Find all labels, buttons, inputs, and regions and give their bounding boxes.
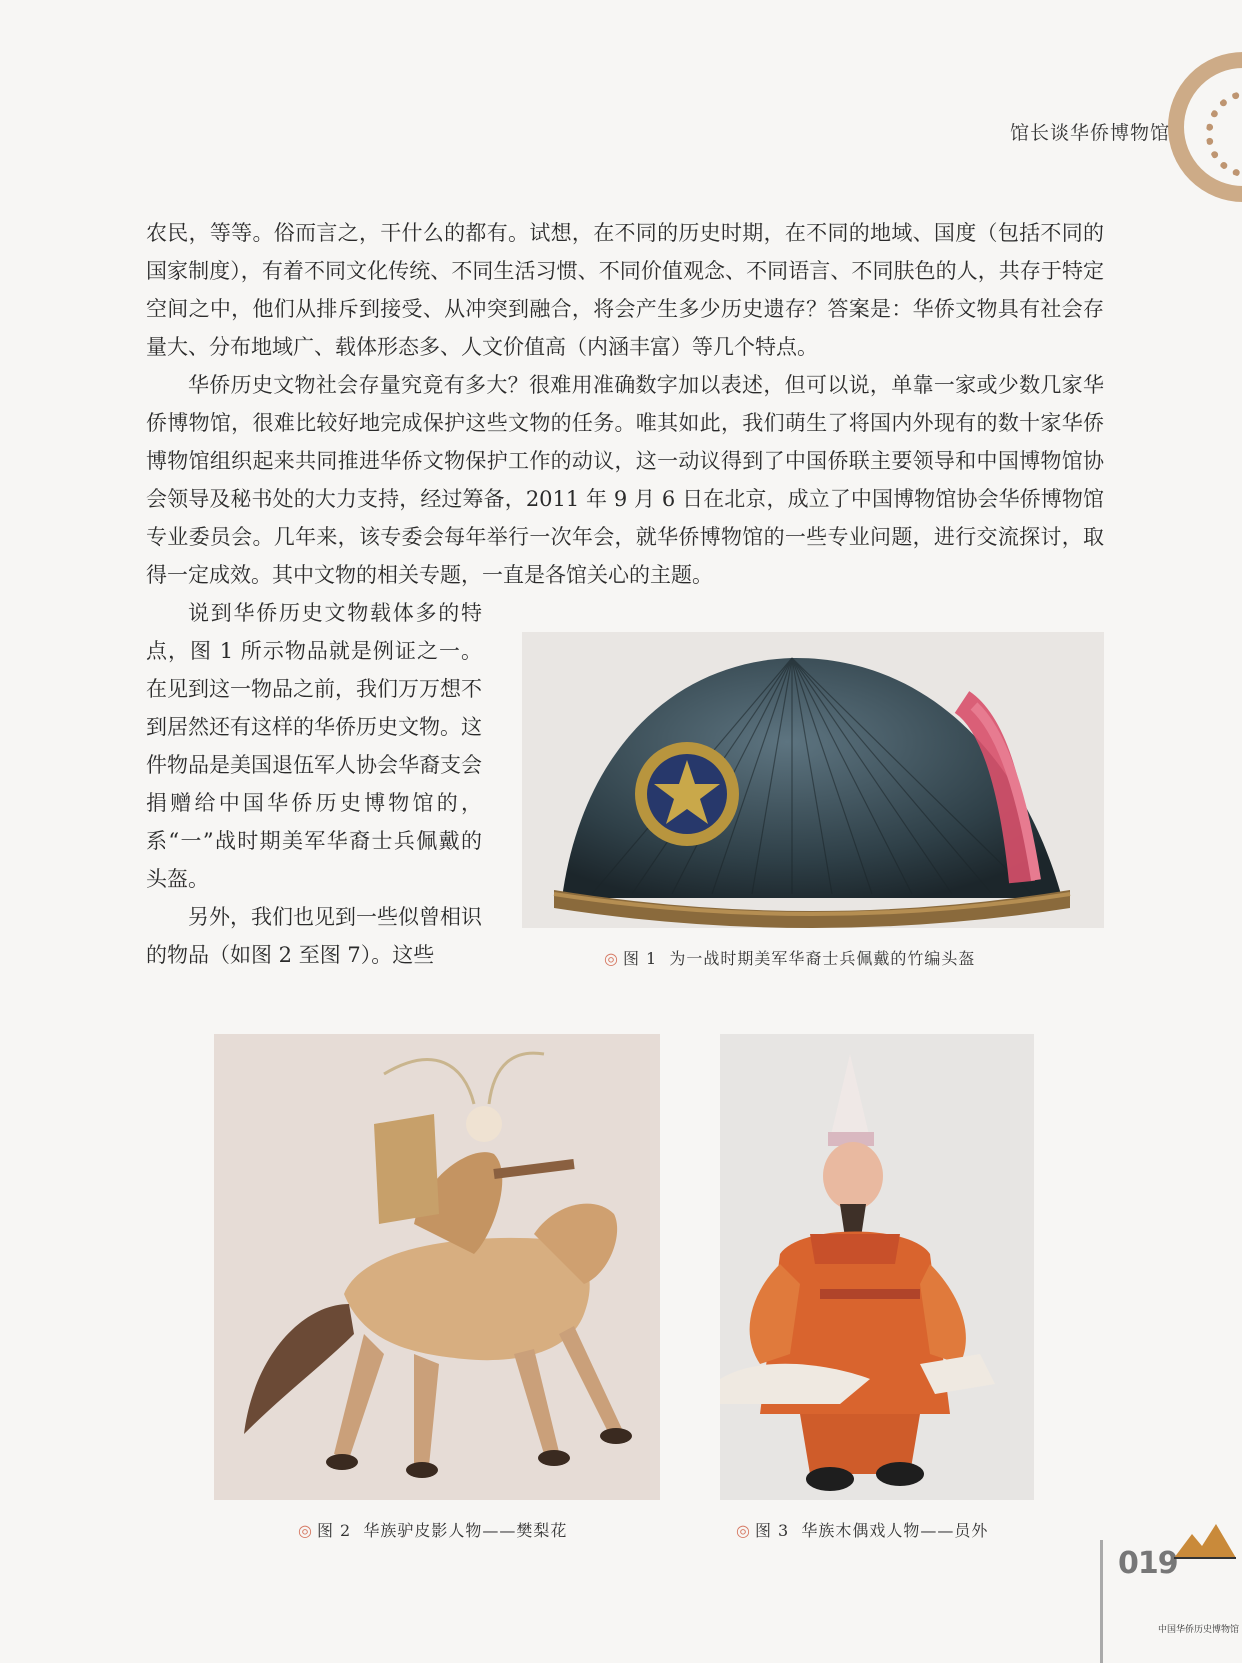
decorative-seal-icon bbox=[1168, 52, 1242, 202]
bamboo-helmet-image bbox=[522, 632, 1104, 928]
paragraph-2: 华侨历史文物社会存量究竟有多大？很难用准确数字加以表述，但可以说，单靠一家或少数几家华侨博物馆，很难比较好地完成保护这些文物的任务。唯其如此，我们萌生了将国内外现有的数十家华侨博物馆组织起来共同推进华侨文物保护工作的动议，这一动议得到了中国侨联主要领导和中国博物馆协会领导及秘书处的大力支持，经过筹备，2011 年 9 月 6 日在北京，成立了中国博物馆协会华侨博物馆专业委员会。几年来，该专委会每年举行一次年会，就华侨博物馆的一些专业问题，进行交流探讨，取得一定成效。其中文物的相关专题，一直是各馆关心的主题。 bbox=[146, 373, 1104, 587]
caption-mark-icon: ◎ bbox=[736, 1521, 751, 1540]
wooden-puppet-image bbox=[720, 1034, 1034, 1500]
figure-2-caption: ◎ 图 2 华族驴皮影人物——樊梨花 bbox=[298, 1521, 568, 1540]
figure-3-caption: ◎ 图 3 华族木偶戏人物——员外 bbox=[736, 1521, 989, 1540]
figure-1-photo bbox=[522, 632, 1104, 928]
caption-mark-icon: ◎ bbox=[604, 949, 619, 968]
figure-3-photo bbox=[720, 1034, 1034, 1500]
shadow-puppet-image bbox=[214, 1034, 660, 1500]
caption-mark-icon: ◎ bbox=[298, 1521, 313, 1540]
figure-2-photo bbox=[214, 1034, 660, 1500]
museum-logo-icon bbox=[1172, 1520, 1238, 1560]
paragraph-4: 另外，我们也见到一些似曾相识的物品（如图 2 至图 7）。这些 bbox=[146, 905, 482, 967]
paragraph-1: 农民，等等。俗而言之，干什么的都有。试想，在不同的历史时期，在不同的地域、国度（包括不同的国家制度），有着不同文化传统、不同生活习惯、不同价值观念、不同语言、不同肤色的人，共存于特定空间之中，他们从排斥到接受、从冲突到融合，将会产生多少历史遗存？答案是：华侨文物具有社会存量大、分布地域广、载体形态多、人文价值高（内涵丰富）等几个特点。 bbox=[146, 221, 1104, 359]
figure-1-caption: ◎ 图 1 为一战时期美军华裔士兵佩戴的竹编头盔 bbox=[604, 949, 976, 968]
page-number: 019 bbox=[1118, 1546, 1178, 1581]
museum-logo-text: 中国华侨历史博物馆 bbox=[1158, 1625, 1240, 1635]
running-header: 馆长谈华侨博物馆 bbox=[1009, 122, 1170, 144]
paragraph-3: 说到华侨历史文物载体多的特点，图 1 所示物品就是例证之一。在见到这一物品之前，我们万万想不到居然还有这样的华侨历史文物。这件物品是美国退伍军人协会华裔支会捐赠给中国华侨历史博物馆的，系“一”战时期美军华裔士兵佩戴的头盔。 bbox=[146, 601, 482, 891]
footer-divider bbox=[1100, 1540, 1103, 1663]
